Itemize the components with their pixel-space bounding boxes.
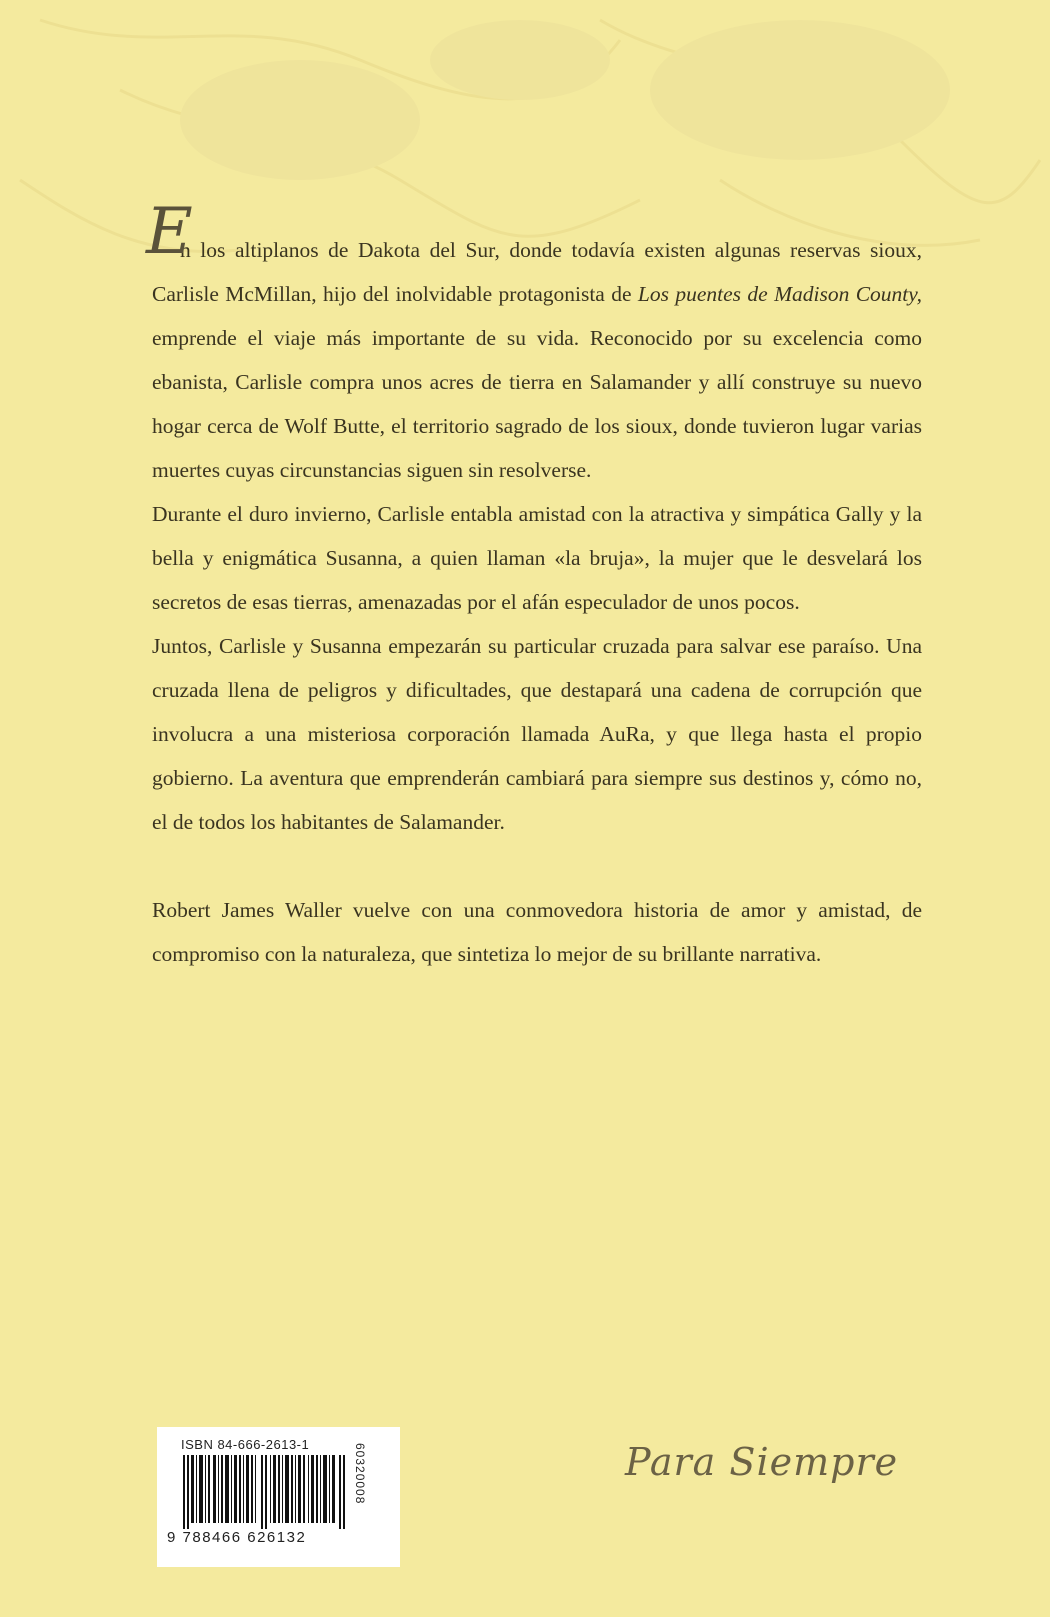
barcode-bars <box>183 1455 347 1529</box>
paragraph-1-end: emprende el viaje más importante de su vida. Reconocido por su excelencia como ebanista, Carlisle compra unos acres de tierra en Salamander y allí construye su nuevo hogar cerca de Wolf Butte, el territorio sagrado de los sioux, donde tuvieron lugar varias muertes cuyas circunstancias siguen sin resolverse. <box>152 326 922 482</box>
collection-logo: Para Siempre <box>625 1440 899 1484</box>
barcode-label <box>157 1427 400 1567</box>
paragraph-1 <box>146 195 922 492</box>
back-cover-blurb <box>146 195 922 976</box>
ean-digits: 9 788466 626132 <box>167 1529 307 1546</box>
paragraph-2: Durante el duro invierno, Carlisle entabla amistad con la atractiva y simpática Gally y la bella y enigmática Susanna, a quien llaman «la bruja», la mujer que le desvelará los secretos de esas tierras, amenazadas por el afán especulador de unos pocos. <box>152 502 922 614</box>
paragraph-3: Juntos, Carlisle y Susanna empezarán su particular cruzada para salvar ese paraíso. Una cruzada llena de peligros y dificultades, que destapará una cadena de corrupción que involucra a una misteriosa corporación llamada AuRa, y que llega hasta el propio gobierno. La aventura que emprenderán cambiará para siempre sus destinos y, cómo no, el de todos los habitantes de Salamander. <box>152 634 922 834</box>
book-title-reference: Los puentes de Madison County, <box>637 282 922 306</box>
addon-code: 60320008 <box>353 1443 367 1505</box>
drop-cap: E <box>146 195 193 269</box>
isbn-text: ISBN 84-666-2613-1 <box>181 1437 310 1452</box>
paragraph-4: Robert James Waller vuelve con una conmovedora historia de amor y amistad, de compromiso con la naturaleza, que sintetiza lo mejor de su brillante narrativa. <box>152 898 922 966</box>
paragraph-1-text: n los altiplanos de Dakota del Sur, donde todavía existen algunas reservas sioux, Carlisle McMillan, hijo del inolvidable protagonista de <box>152 238 922 306</box>
